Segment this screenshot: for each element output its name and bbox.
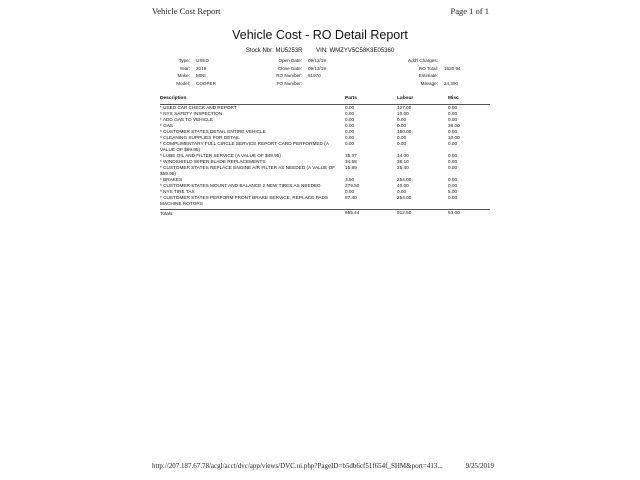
- info-row: [270, 81, 326, 89]
- row-parts: 379.50: [345, 183, 360, 188]
- row-parts: 0.00: [345, 117, 355, 122]
- table-row: [160, 165, 490, 177]
- row-misc: 0.00: [448, 117, 458, 122]
- row-description: * LUBE OIL AND FILTER SERVICE (A VALUE OF $49.95): [160, 153, 281, 158]
- row-labour: 0.00: [397, 189, 407, 194]
- table-row: [160, 195, 490, 207]
- row-labour: 254.00: [397, 177, 412, 182]
- info-value: USED: [196, 58, 209, 63]
- vin-number: VIN: WMZYV5C58K3E05360: [316, 48, 395, 54]
- table-body: [160, 105, 490, 207]
- info-label: Add'l Charges:: [408, 58, 438, 63]
- row-misc: 0.00: [448, 159, 458, 164]
- row-labour: 127.00: [397, 105, 412, 110]
- row-misc: 0.00: [448, 129, 458, 134]
- row-parts: 34.58: [345, 159, 357, 164]
- info-value: 1520.94: [444, 65, 461, 71]
- info-label: Make:: [177, 73, 190, 78]
- info-label: PO Number:: [276, 80, 302, 86]
- info-label: Close Date:: [277, 65, 302, 71]
- row-labour: 0.00: [397, 135, 407, 140]
- row-description: * NYS SAFETY INSPECTION: [160, 111, 223, 116]
- row-parts: 35.37: [345, 153, 357, 158]
- totals-misc: 53.00: [448, 210, 460, 215]
- info-row: [270, 73, 326, 81]
- row-labour: 40.00: [397, 183, 409, 188]
- row-description: * USED CAR CHECK AND REPORT: [160, 105, 237, 110]
- stock-vin-line: [0, 48, 640, 54]
- row-description: * NYS TIRE TAX: [160, 189, 195, 194]
- header-description: Description: [160, 96, 187, 101]
- info-row: [160, 81, 216, 89]
- row-description: * CLEANING SUPPLIES FOR DETAIL: [160, 135, 240, 140]
- info-row: [160, 73, 216, 81]
- row-labour: 25.40: [397, 165, 409, 170]
- row-parts: 0.00: [345, 135, 355, 140]
- row-labour: 14.00: [397, 153, 409, 158]
- browser-page-number: Page 1 of 1: [450, 6, 489, 16]
- info-row: [160, 58, 216, 66]
- row-parts: 0.00: [345, 129, 355, 134]
- row-parts: 0.00: [345, 105, 355, 110]
- totals-label: Totals:: [160, 211, 174, 216]
- info-value: 24,390: [444, 80, 459, 86]
- row-misc: 0.00: [448, 165, 458, 170]
- row-labour: 254.00: [397, 195, 412, 200]
- table-header: [160, 96, 490, 105]
- totals-row: [160, 209, 490, 219]
- row-description: * WINDSHIELD WIPER BLADE REPLACEMENTS: [160, 159, 266, 164]
- info-value: 81970: [308, 73, 321, 78]
- info-value: 2019: [196, 65, 207, 71]
- report-title: Vehicle Cost - RO Detail Report: [232, 28, 408, 42]
- info-label: Estimate:: [418, 73, 438, 78]
- row-parts: 0.00: [345, 141, 355, 146]
- info-row: [270, 58, 326, 66]
- browser-print-date: 9/25/2019: [465, 462, 494, 470]
- row-parts: 0.00: [345, 189, 355, 194]
- cost-info-block: [390, 58, 461, 88]
- info-value: 09/12/19: [308, 58, 326, 63]
- info-label: Year:: [179, 65, 190, 71]
- header-labour: Labour: [397, 96, 414, 101]
- info-label: Model:: [176, 80, 190, 86]
- row-misc: 10.00: [448, 135, 460, 140]
- info-row: [390, 73, 461, 81]
- ro-info-block: [270, 58, 326, 88]
- row-labour: 150.00: [397, 129, 412, 134]
- row-parts: 0.00: [345, 123, 355, 128]
- info-value: COOPER: [196, 80, 216, 86]
- table-row: [160, 141, 490, 153]
- vehicle-info-block: [160, 58, 216, 88]
- totals-labour: 912.50: [397, 210, 412, 215]
- row-description: * BRAKES: [160, 177, 183, 182]
- info-label: Type:: [178, 58, 190, 63]
- info-value: 09/13/19: [308, 65, 326, 71]
- info-row: [390, 66, 461, 74]
- header-parts: Parts: [345, 96, 357, 101]
- row-labour: 38.10: [397, 159, 409, 164]
- row-labour: 10.00: [397, 111, 409, 116]
- header-misc: Misc: [448, 96, 459, 101]
- row-description: * CUSTOMER STATES PERFORM FRONT BRAKE SERVICE, REPLACE PADS MACHINE ROTORS: [160, 195, 329, 206]
- row-parts: 0.00: [345, 111, 355, 116]
- info-label: Mileage:: [420, 80, 438, 86]
- info-row: [270, 66, 326, 74]
- row-misc: 5.00: [448, 189, 458, 194]
- row-misc: 0.00: [448, 183, 458, 188]
- totals-parts: 555.44: [345, 210, 360, 215]
- info-row: [390, 81, 461, 89]
- row-misc: 0.00: [448, 153, 458, 158]
- row-description: * CUSTOMER STATES REPLACE ENGINE AIR FILTER AS NEEDED (A VALUE OF $59.95): [160, 165, 336, 176]
- row-misc: 0.00: [448, 111, 458, 116]
- info-label: RO Number:: [276, 73, 302, 78]
- row-misc: 0.00: [448, 177, 458, 182]
- stock-number: Stock Nbr: MU5253R: [245, 48, 303, 54]
- info-value: MINI: [196, 73, 206, 78]
- info-row: [160, 66, 216, 74]
- info-label: RO Total:: [418, 65, 438, 71]
- row-parts: 15.89: [345, 165, 357, 170]
- info-row: [390, 58, 461, 66]
- row-description: * CUSTOMER STATES MOUNT AND BALANCE 2 NEW TIRES AS NEEDED: [160, 183, 321, 188]
- row-labour: 0.00: [397, 117, 407, 122]
- info-label: Open Date:: [278, 58, 302, 63]
- row-description: * GAS: [160, 123, 174, 128]
- row-description: * ADD GAS TO VEHICLE: [160, 117, 213, 122]
- row-labour: 0.00: [397, 123, 407, 128]
- browser-url: http://207.187.67.78/acgl/acct/dvc/app/views/DVC.ui.php?PageID=b5db6cf51f654f_SHM&port=413...: [152, 462, 443, 470]
- row-misc: 0.00: [448, 105, 458, 110]
- row-description: * COMPLIMENTARY FULL CIRCLE SERVICE REPORT CARD PERFORMED (A VALUE OF $69.95): [160, 141, 329, 152]
- row-misc: 0.00: [448, 141, 458, 146]
- row-misc: 0.00: [448, 195, 458, 200]
- row-labour: 0.00: [397, 141, 407, 146]
- row-description: * CUSTOMER STATES DETAIL ENTIRE VEHICLE: [160, 129, 266, 134]
- browser-header-title: Vehicle Cost Report: [152, 6, 221, 16]
- row-parts: 3.50: [345, 177, 355, 182]
- cost-table: [160, 96, 490, 219]
- row-misc: 38.00: [448, 123, 460, 128]
- row-parts: 87.40: [345, 195, 357, 200]
